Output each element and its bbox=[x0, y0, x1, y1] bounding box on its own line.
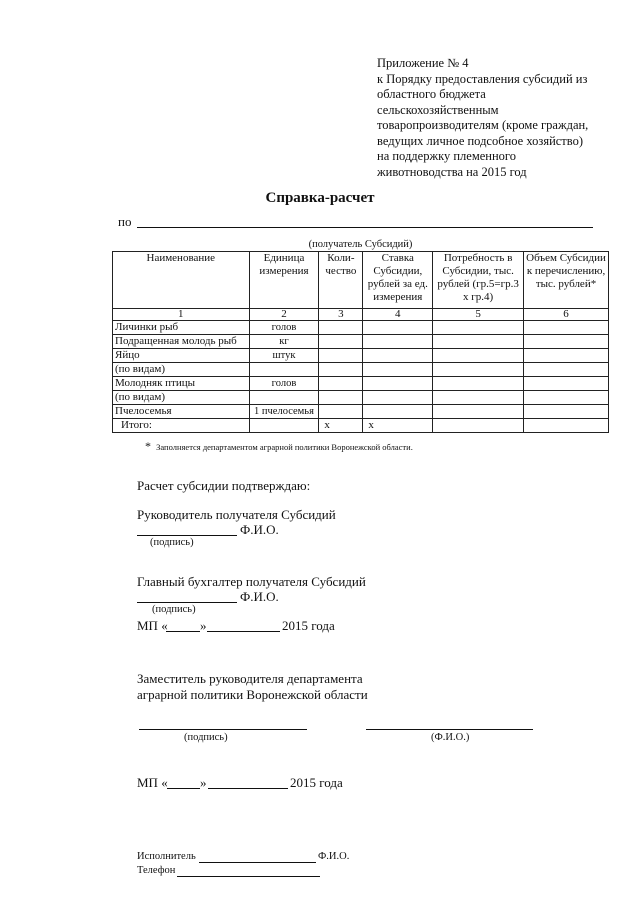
deputy-title-line1: Заместитель руководителя департамента bbox=[137, 671, 363, 686]
quantity-cell[interactable] bbox=[319, 335, 363, 349]
header-quantity: Коли-чество bbox=[319, 252, 363, 309]
total-unit-cell bbox=[249, 419, 319, 433]
accountant-signature-caption: (подпись) bbox=[152, 604, 196, 615]
rate-cell[interactable] bbox=[363, 391, 433, 405]
row-unit bbox=[249, 363, 319, 377]
column-number: 5 bbox=[433, 309, 524, 321]
quantity-cell[interactable] bbox=[319, 405, 363, 419]
table-row bbox=[113, 321, 609, 335]
amount-cell[interactable] bbox=[524, 335, 609, 349]
total-row bbox=[113, 419, 609, 433]
head-signature-caption: (подпись) bbox=[150, 537, 194, 548]
need-cell[interactable] bbox=[433, 349, 524, 363]
appendix-line: животноводства на 2015 год bbox=[377, 164, 527, 179]
phone-label: Телефон bbox=[137, 865, 176, 876]
document-title: Справка-расчет bbox=[265, 190, 375, 206]
amount-cell[interactable] bbox=[524, 405, 609, 419]
amount-cell[interactable] bbox=[524, 321, 609, 335]
amount-cell[interactable] bbox=[524, 363, 609, 377]
deputy-title-line2: аграрной политики Воронежской области bbox=[137, 687, 368, 702]
row-name: (по видам) bbox=[113, 391, 250, 405]
column-number: 1 bbox=[113, 309, 250, 321]
deputy-signature-line[interactable] bbox=[139, 729, 307, 730]
appendix-line: ведущих личное подсобное хозяйство) bbox=[377, 133, 583, 148]
deputy-signature-caption: (подпись) bbox=[184, 732, 228, 743]
total-quantity-x: х bbox=[319, 419, 363, 433]
table-row bbox=[113, 363, 609, 377]
need-cell[interactable] bbox=[433, 335, 524, 349]
recipient-field-line[interactable] bbox=[137, 227, 593, 228]
table-row bbox=[113, 335, 609, 349]
footnote-mark: * bbox=[145, 439, 151, 453]
amount-cell[interactable] bbox=[524, 377, 609, 391]
column-number-row bbox=[113, 309, 609, 321]
head-title: Руководитель получателя Субсидий bbox=[137, 507, 336, 522]
executor-line[interactable] bbox=[199, 862, 316, 863]
header-name: Наименование bbox=[113, 252, 250, 309]
row-unit: голов bbox=[249, 377, 319, 391]
total-amount-cell[interactable] bbox=[524, 419, 609, 433]
appendix-line: к Порядку предоставления субсидий из bbox=[377, 71, 588, 86]
accountant-title: Главный бухгалтер получателя Субсидий bbox=[137, 574, 366, 589]
row-name: Пчелосемья bbox=[113, 405, 250, 419]
table-row bbox=[113, 377, 609, 391]
footnote-text: Заполняется департаментом аграрной политики Воронежской области. bbox=[156, 442, 413, 452]
appendix-line: Приложение № 4 bbox=[377, 56, 469, 70]
row-name: (по видам) bbox=[113, 363, 250, 377]
table-header-row bbox=[113, 252, 609, 309]
row-unit: кг bbox=[249, 335, 319, 349]
rate-cell[interactable] bbox=[363, 335, 433, 349]
column-number: 4 bbox=[363, 309, 433, 321]
header-amount: Объем Субсидии к перечислению, тыс. рублей* bbox=[524, 252, 609, 309]
header-unit: Единица измерения bbox=[249, 252, 319, 309]
row-name: Молодняк птицы bbox=[113, 377, 250, 391]
accountant-fio: Ф.И.О. bbox=[240, 589, 279, 604]
accountant-month-line[interactable] bbox=[207, 631, 280, 632]
appendix-line: товаропроизводителям (кроме граждан, bbox=[377, 118, 589, 132]
confirm-text: Расчет субсидии подтверждаю: bbox=[137, 478, 311, 493]
row-unit: голов bbox=[249, 321, 319, 335]
table-row bbox=[113, 405, 609, 419]
appendix-header bbox=[377, 56, 627, 180]
recipient-caption: (получатель Субсидий) bbox=[113, 238, 609, 252]
total-need-cell[interactable] bbox=[433, 419, 524, 433]
row-unit: 1 пчелосемья bbox=[249, 405, 319, 419]
deputy-mp-mid: » bbox=[200, 775, 207, 790]
rate-cell[interactable] bbox=[363, 405, 433, 419]
column-number: 3 bbox=[319, 309, 363, 321]
deputy-fio-line[interactable] bbox=[366, 729, 533, 730]
row-name: Подращенная молодь рыб bbox=[113, 335, 250, 349]
deputy-day-line[interactable] bbox=[167, 788, 200, 789]
quantity-cell[interactable] bbox=[319, 377, 363, 391]
accountant-signature-line[interactable] bbox=[137, 602, 237, 603]
po-label: по bbox=[118, 214, 132, 229]
appendix-line: сельскохозяйственным bbox=[377, 102, 499, 117]
header-need: Потребность в Субсидии, тыс. рублей (гр.5=гр.3 х гр.4) bbox=[433, 252, 524, 309]
table-row bbox=[113, 391, 609, 405]
need-cell[interactable] bbox=[433, 405, 524, 419]
need-cell[interactable] bbox=[433, 363, 524, 377]
quantity-cell[interactable] bbox=[319, 349, 363, 363]
header-rate: Ставка Субсидии, рублей за ед. измерения bbox=[363, 252, 433, 309]
need-cell[interactable] bbox=[433, 321, 524, 335]
row-unit bbox=[249, 391, 319, 405]
rate-cell[interactable] bbox=[363, 377, 433, 391]
row-unit: штук bbox=[249, 349, 319, 363]
phone-line[interactable] bbox=[177, 876, 320, 877]
need-cell[interactable] bbox=[433, 391, 524, 405]
quantity-cell[interactable] bbox=[319, 363, 363, 377]
quantity-cell[interactable] bbox=[319, 321, 363, 335]
total-label: Итого: bbox=[113, 419, 250, 433]
deputy-mp-prefix: МП « bbox=[137, 775, 168, 790]
appendix-line: областного бюджета bbox=[377, 87, 486, 101]
accountant-mp-prefix: МП « bbox=[137, 618, 168, 633]
column-number: 2 bbox=[249, 309, 319, 321]
accountant-mp-mid: » bbox=[200, 618, 207, 633]
deputy-month-line[interactable] bbox=[208, 788, 288, 789]
amount-cell[interactable] bbox=[524, 391, 609, 405]
column-number: 6 bbox=[524, 309, 609, 321]
row-name: Яйцо bbox=[113, 349, 250, 363]
subsidy-table bbox=[112, 238, 609, 433]
amount-cell[interactable] bbox=[524, 349, 609, 363]
executor-fio: Ф.И.О. bbox=[318, 851, 350, 862]
executor-label: Исполнитель bbox=[137, 851, 196, 862]
appendix-line: на поддержку племенного bbox=[377, 149, 516, 163]
footnote bbox=[145, 439, 413, 454]
need-cell[interactable] bbox=[433, 377, 524, 391]
deputy-mp-suffix: 2015 года bbox=[290, 775, 343, 790]
head-signature-line[interactable] bbox=[137, 535, 237, 536]
quantity-cell[interactable] bbox=[319, 391, 363, 405]
rate-cell[interactable] bbox=[363, 363, 433, 377]
total-rate-x: х bbox=[363, 419, 433, 433]
rate-cell[interactable] bbox=[363, 349, 433, 363]
recipient-caption-row bbox=[113, 238, 609, 252]
accountant-mp-suffix: 2015 года bbox=[282, 618, 335, 633]
rate-cell[interactable] bbox=[363, 321, 433, 335]
table-row bbox=[113, 349, 609, 363]
deputy-fio-caption: (Ф.И.О.) bbox=[431, 732, 470, 743]
head-fio: Ф.И.О. bbox=[240, 522, 279, 537]
row-name: Личинки рыб bbox=[113, 321, 250, 335]
accountant-day-line[interactable] bbox=[166, 631, 200, 632]
